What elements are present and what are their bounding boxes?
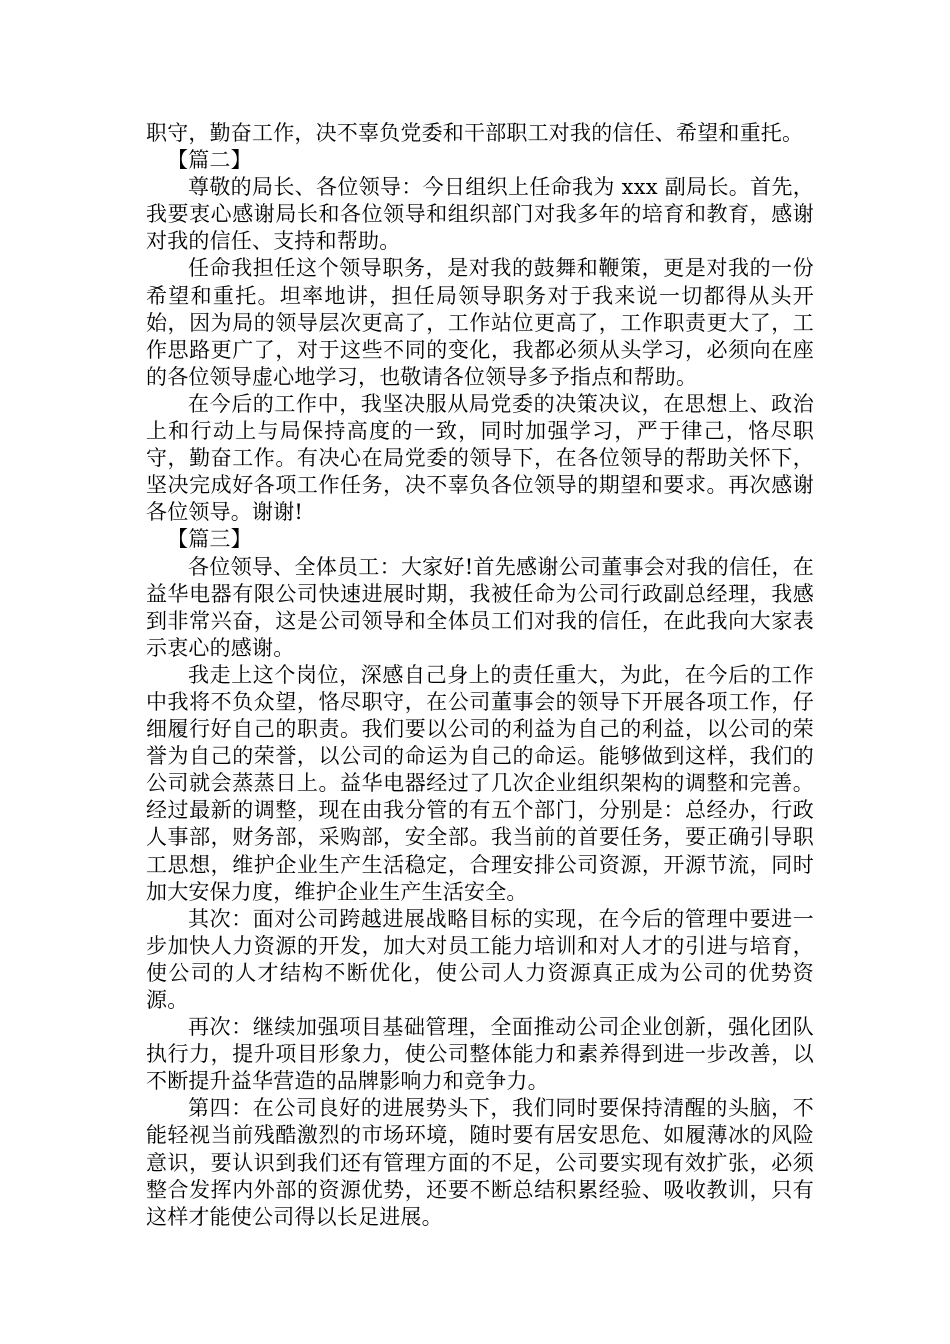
paragraph: 尊敬的局长、各位领导：今日组织上任命我为 xxx 副局长。首先，我要衷心感谢局长和各位领导和组织部门对我多年的培育和教育，感谢对我的信任、支持和帮助。 bbox=[146, 175, 814, 254]
paragraph: 各位领导、全体员工：大家好!首先感谢公司董事会对我的信任，在益华电器有限公司快速进展时期，我被任命为公司行政副总经理，我感到非常兴奋，这是公司领导和全体员工们对我的信任，在此我向大家表示衷心的感谢。 bbox=[146, 554, 814, 660]
paragraph: 在今后的工作中，我坚决服从局党委的决策决议，在思想上、政治上和行动上与局保持高度的一致，同时加强学习，严于律己，恪尽职守，勤奋工作。有决心在局党委的领导下，在各位领导的帮助关怀下，坚决完成好各项工作任务，决不辜负各位领导的期望和要求。再次感谢各位领导。谢谢! bbox=[146, 391, 814, 525]
paragraph: 其次：面对公司跨越进展战略目标的实现，在今后的管理中要进一步加快人力资源的开发，加大对员工能力培训和对人才的引进与培育，使公司的人才结构不断优化，使公司人力资源真正成为公司的优势资源。 bbox=[146, 906, 814, 1012]
paragraph: 第四：在公司良好的进展势头下，我们同时要保持清醒的头脑，不能轻视当前残酷激烈的市场环境，随时要有居安思危、如履薄冰的风险意识，要认识到我们还有管理方面的不足，公司要实现有效扩张，必须整合发挥内外部的资源优势，还要不断总结积累经验、吸收教训，只有这样才能使公司得以长足进展。 bbox=[146, 1096, 814, 1229]
section-heading-part-two: 【篇二】 bbox=[167, 148, 252, 173]
section-heading-part-three: 【篇三】 bbox=[167, 527, 252, 552]
paragraph: 再次：继续加强项目基础管理，全面推动公司企业创新，强化团队执行力，提升项目形象力，使公司整体能力和素养得到进一步改善，以不断提升益华营造的品牌影响力和竞争力。 bbox=[146, 1015, 814, 1094]
paragraph-continuation: 职守，勤奋工作，决不辜负党委和干部职工对我的信任、希望和重托。 bbox=[146, 121, 804, 145]
document-page bbox=[146, 120, 814, 1231]
paragraph: 我走上这个岗位，深感自己身上的责任重大，为此，在今后的工作中我将不负众望，恪尽职守，在公司董事会的领导下开展各项工作，仔细履行好自己的职责。我们要以公司的利益为自己的利益，以公司的荣誉为自己的荣誉，以公司的命运为自己的命运。能够做到这样，我们的公司就会蒸蒸日上。益华电器经过了几次企业组织架构的调整和完善。经过最新的调整，现在由我分管的有五个部门，分别是：总经办，行政人事部，财务部，采购部，安全部。我当前的首要任务，要正确引导职工思想，维护企业生产生活稳定，合理安排公司资源，开源节流，同时加大安保力度，维护企业生产生活安全。 bbox=[146, 662, 814, 904]
paragraph: 任命我担任这个领导职务，是对我的鼓舞和鞭策，更是对我的一份希望和重托。坦率地讲，担任局领导职务对于我来说一切都得从头开始，因为局的领导层次更高了，工作站位更高了，工作职责更大了，工作思路更广了，对于这些不同的变化，我都必须从头学习，必须向在座的各位领导虚心地学习，也敬请各位领导多予指点和帮助。 bbox=[146, 256, 814, 389]
